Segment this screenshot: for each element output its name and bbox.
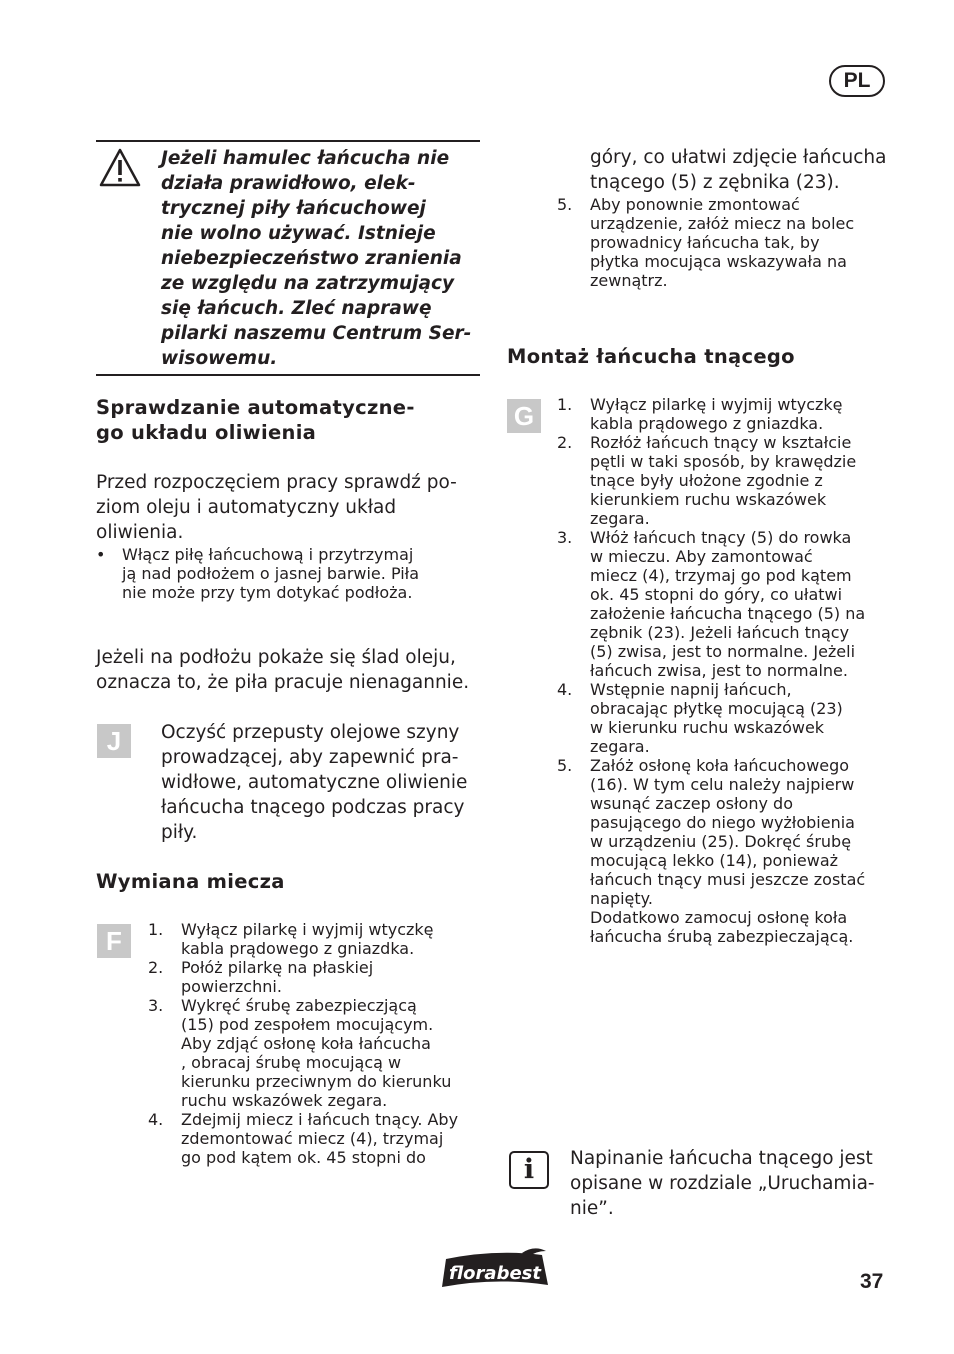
text-line: kierunkiem ruchu wskazówek xyxy=(590,490,827,509)
text-line: zegara. xyxy=(590,737,650,756)
text-line: , obracaj śrubę mocującą w xyxy=(181,1053,402,1072)
text-line: Oczyść przepusty olejowe szyny xyxy=(161,722,460,743)
step-number: 1. xyxy=(557,395,573,414)
warning-line: niebezpieczeństwo zranienia xyxy=(161,248,462,269)
text-line: kierunku przeciwnym do kierunku xyxy=(181,1072,452,1091)
language-badge: PL xyxy=(829,65,885,97)
text-line: założenie łańcucha tnącego (5) na xyxy=(590,604,866,623)
list-item xyxy=(557,528,892,680)
text-line: w mieczu. Aby zamontować xyxy=(590,547,813,566)
text-line: urządzenie, załóż miecz na bolec xyxy=(590,214,855,233)
text-line: widłowe, automatyczne oliwienie xyxy=(161,772,468,793)
text-line: ją nad podłożem o jasnej barwie. Piła xyxy=(122,564,420,583)
text-line: Rozłóż łańcuch tnący w kształcie xyxy=(590,433,852,452)
text-line: napięty. xyxy=(590,889,653,908)
text-line: ruchu wskazówek zegara. xyxy=(181,1091,388,1110)
text-line: prowadnicy łańcucha tak, by xyxy=(590,233,820,252)
text-line: obracając płytkę mocującą (23) xyxy=(590,699,843,718)
text-line: oznacza to, że piła pracuje nienagannie. xyxy=(96,672,470,693)
text-line: Aby ponownie zmontować xyxy=(590,195,800,214)
warning-block xyxy=(96,140,480,376)
list-item xyxy=(557,195,892,290)
step-number: 3. xyxy=(557,528,573,547)
warning-line: działa prawidłowo, elek- xyxy=(161,173,416,194)
heading-line: Sprawdzanie automatyczne- xyxy=(96,396,415,419)
text-line: Aby zdjąć osłonę koła łańcucha xyxy=(181,1034,431,1053)
figure-ref-f: F xyxy=(97,924,131,958)
bar-step5-list xyxy=(557,195,892,290)
text-line: opisane w rozdziale „Uruchamia- xyxy=(570,1173,875,1194)
text-line: nie”. xyxy=(570,1198,614,1219)
text-line: Przed rozpoczęciem pracy sprawdź po- xyxy=(96,472,457,493)
warning-line: Jeżeli hamulec łańcucha nie xyxy=(161,148,450,169)
text-line: łańcuch tnący musi jeszcze zostać xyxy=(590,870,866,889)
text-line: w kierunku ruchu wskazówek xyxy=(590,718,825,737)
text-line: Zdejmij miecz i łańcuch tnący. Aby xyxy=(181,1110,459,1129)
text-line: piły. xyxy=(161,822,198,843)
warning-text xyxy=(161,146,481,371)
text-line: zdemontować miecz (4), trzymaj xyxy=(181,1129,444,1148)
bullet-dot: • xyxy=(96,545,106,564)
text-line: Wykręć śrubę zabezpieczjącą xyxy=(181,996,417,1015)
text-line: Napinanie łańcucha tnącego jest xyxy=(570,1148,873,1169)
warning-line: wisowemu. xyxy=(161,348,278,369)
warning-line: się łańcuch. Zleć naprawę xyxy=(161,298,432,319)
text-line: Wstępnie napnij łańcuch, xyxy=(590,680,792,699)
text-line: miecz (4), trzymaj go pod kątem xyxy=(590,566,852,585)
list-item xyxy=(148,1110,488,1167)
text-line: Połóż pilarkę na płaskiej xyxy=(181,958,374,977)
text-line: Dodatkowo zamocuj osłonę koła xyxy=(590,908,848,927)
text-line: Włóż łańcuch tnący (5) do rowka xyxy=(590,528,852,547)
list-item xyxy=(557,395,892,433)
text-line: (5) zwisa, jest to normalne. Jeżeli xyxy=(590,642,856,661)
text-line: kabla prądowego z gniazdka. xyxy=(181,939,415,958)
warning-line: pilarki naszemu Centrum Ser- xyxy=(161,323,472,344)
text-line: (16). W tym celu należy najpierw xyxy=(590,775,855,794)
warning-line: ze względu na zatrzymujący xyxy=(161,273,455,294)
text-line: tnące były ułożone zgodnie z xyxy=(590,471,823,490)
step-number: 2. xyxy=(557,433,573,452)
warning-line: nie wolno używać. Istnieje xyxy=(161,223,436,244)
heading-line: go układu oliwienia xyxy=(96,421,317,444)
text-line: pasującego do niego wyżłobienia xyxy=(590,813,855,832)
list-item xyxy=(148,996,488,1110)
oiling-result xyxy=(96,645,486,695)
warning-triangle-icon xyxy=(98,147,142,189)
text-line: Jeżeli na podłożu pokaże się ślad oleju, xyxy=(96,647,456,668)
info-icon: i xyxy=(509,1151,549,1189)
chain-steps-list xyxy=(557,395,892,946)
text-line: kabla prądowego z gniazdka. xyxy=(590,414,824,433)
florabest-logo xyxy=(438,1247,552,1291)
text-line: łańcucha śrubą zabezpieczającą. xyxy=(590,927,854,946)
text-line: w urządzeniu (25). Dokręć śrubę xyxy=(590,832,852,851)
step-number: 1. xyxy=(148,920,164,939)
text-line: Załóż osłonę koła łańcuchowego xyxy=(590,756,850,775)
section-heading-chain: Montaż łańcucha tnącego xyxy=(507,345,795,368)
text-line: łańcuch zwisa, jest to normalne. xyxy=(590,661,848,680)
text-line: nie może przy tym dotykać podłoża. xyxy=(122,583,413,602)
bullet-text xyxy=(122,545,419,602)
figure-j-text xyxy=(161,720,481,845)
figure-ref-g: G xyxy=(507,399,541,433)
info-note-text xyxy=(570,1146,890,1221)
text-line: go pod kątem ok. 45 stopni do xyxy=(181,1148,426,1167)
logo-wordmark: florabest xyxy=(449,1263,541,1284)
text-line: powierzchni. xyxy=(181,977,282,996)
text-line: płytka mocująca wskazywała na xyxy=(590,252,847,271)
bar-steps-list xyxy=(148,920,488,1167)
text-line: góry, co ułatwi zdjęcie łańcucha xyxy=(590,147,887,168)
step-number: 5. xyxy=(557,195,573,214)
list-item xyxy=(557,756,892,946)
figure-ref-j: J xyxy=(97,724,131,758)
step-number: 4. xyxy=(148,1110,164,1129)
warning-line: trycznej piły łańcuchowej xyxy=(161,198,426,219)
section-heading-oiling xyxy=(96,395,486,445)
step-number: 3. xyxy=(148,996,164,1015)
text-line: ziom oleju i automatyczny układ oliwienia. xyxy=(96,497,397,543)
section-heading-bar: Wymiana miecza xyxy=(96,870,285,893)
page-number: 37 xyxy=(860,1270,884,1293)
text-line: prowadzącej, aby zapewnić pra- xyxy=(161,747,459,768)
text-line: Wyłącz pilarkę i wyjmij wtyczkę xyxy=(590,395,843,414)
step-number: 5. xyxy=(557,756,573,775)
list-item xyxy=(557,680,892,756)
bar-step4-continued xyxy=(590,145,890,195)
text-line: ok. 45 stopni do góry, co ułatwi xyxy=(590,585,843,604)
oiling-intro xyxy=(96,470,486,545)
text-line: łańcucha tnącego podczas pracy xyxy=(161,797,465,818)
text-line: tnącego (5) z zębnika (23). xyxy=(590,172,840,193)
text-line: zegara. xyxy=(590,509,650,528)
text-line: mocującą lekko (14), ponieważ xyxy=(590,851,839,870)
step-number: 2. xyxy=(148,958,164,977)
text-line: wsunąć zaczep osłony do xyxy=(590,794,793,813)
text-line: zębnik (23). Jeżeli łańcuch tnący xyxy=(590,623,850,642)
list-item xyxy=(148,958,488,996)
text-line: pętli w taki sposób, by krawędzie xyxy=(590,452,857,471)
text-line: Włącz piłę łańcuchową i przytrzymaj xyxy=(122,545,414,564)
bullet-item xyxy=(96,545,486,620)
text-line: zewnątrz. xyxy=(590,271,668,290)
text-line: Wyłącz pilarkę i wyjmij wtyczkę xyxy=(181,920,434,939)
list-item xyxy=(148,920,488,958)
step-number: 4. xyxy=(557,680,573,699)
list-item xyxy=(557,433,892,528)
text-line: (15) pod zespołem mocującym. xyxy=(181,1015,434,1034)
